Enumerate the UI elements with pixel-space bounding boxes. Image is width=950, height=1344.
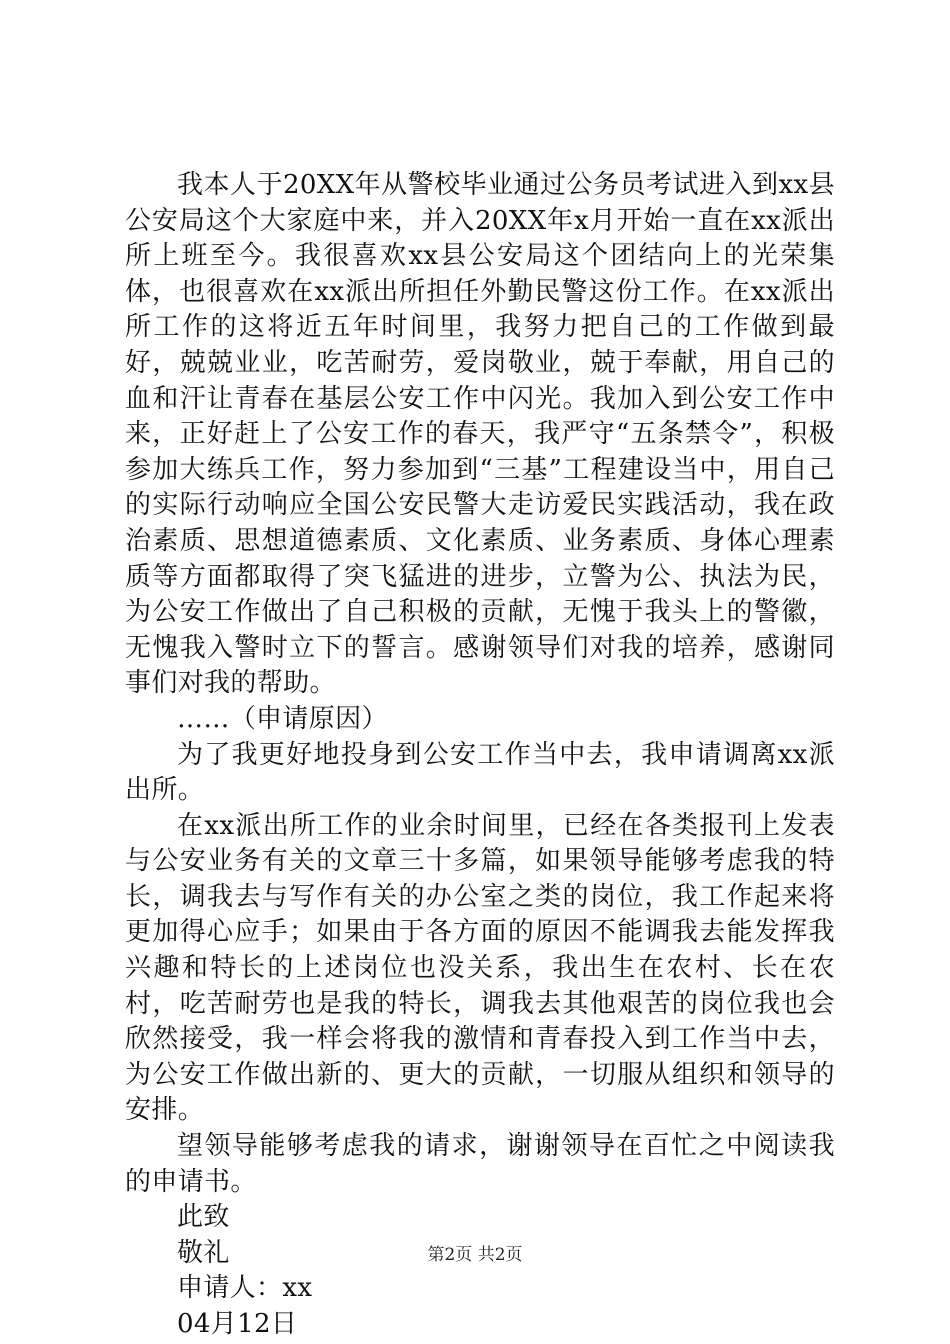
salute-phrase: 敬礼 [177,1237,230,1268]
letter-date: 04月12日 [177,1309,298,1339]
closing-phrase: 此致 [177,1202,230,1233]
page-footer: 第2页 共2页 [427,1245,523,1265]
applicant-signature: 申请人：xx [177,1273,313,1304]
paragraph-background: 我本人于20XX年从警校毕业通过公务员考试进入到xx县公安局这个大家庭中来，并入20XX年x月开始一直在xx派出所上班至今。我很喜欢xx县公安局这个团结向上的光荣集体，也很喜欢在xx派出所担任外勤民警这份工作。在xx派出所工作的这将近五年时间里，我努力把自己的工作做到最好，兢兢业业，吃苦耐劳，爱岗敬业，兢于奉献，用自己的血和汗让青春在基层公安工作中闪光。我加入到公安工作中来，正好赶上了公安工作的春天，我严守“五条禁令”，积极参加大练兵工作，努力参加到“三基”工程建设当中，用自己的实际行动响应全国公安民警大走访爱民实践活动，我在政治素质、思想道德素质、文化素质、业务素质、身体心理素质等方面都取得了突飞猛进的进步，立警为公、执法为民，为公安工作做出了自己积极的贡献，无愧于我头上的警徽，无愧我入警时立下的誓言。感谢领导们对我的培养，感谢同事们对我的帮助。 [125,170,835,699]
paragraph-request: 为了我更好地投身到公安工作当中去，我申请调离xx派出所。 [125,739,835,806]
paragraph-strengths: 在xx派出所工作的业余时间里，已经在各类报刊上发表与公安业务有关的文章三十多篇，如果领导能够考虑我的特长，调我去与写作有关的办公室之类的岗位，我工作起来将更加得心应手；如果由于各方面的原因不能调我去能发挥我兴趣和特长的上述岗位也没关系，我出生在农村、长在农村，吃苦耐劳也是我的特长，调我去其他艰苦的岗位我也会欣然接受，我一样会将我的激情和青春投入到工作当中去，为公安工作做出新的、更大的贡献，一切服从组织和领导的安排。 [125,810,835,1126]
paragraph-thanks: 望领导能够考虑我的请求，谢谢领导在百忙之中阅读我的申请书。 [125,1131,835,1197]
paragraph-reason-placeholder: ……（申请原因） [177,703,388,734]
letter-body [125,168,835,1343]
